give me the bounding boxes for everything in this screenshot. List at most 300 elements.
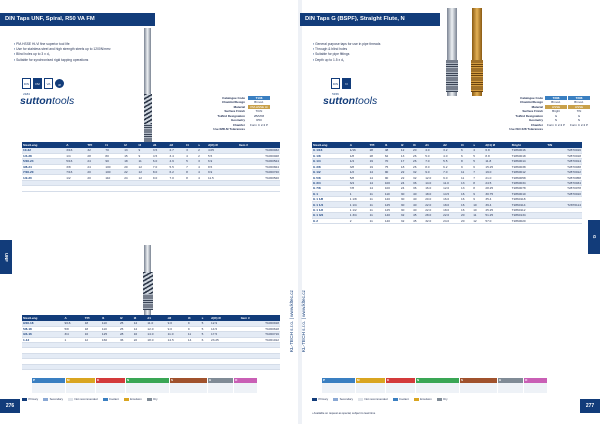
table-cell: 80 bbox=[104, 153, 123, 158]
table-cell: 5/8 bbox=[63, 326, 83, 331]
table-cell: 16 bbox=[460, 207, 472, 212]
table-cell: 18 bbox=[84, 326, 101, 331]
tap-thread bbox=[144, 124, 152, 144]
table-cell: 19.0 bbox=[484, 170, 510, 175]
table-cell: 1/2 bbox=[349, 170, 369, 175]
table-cell: 11 bbox=[369, 213, 384, 218]
din-standard-icon: DIN 5156 bbox=[331, 78, 340, 89]
table-cell: 12 bbox=[84, 337, 101, 342]
table-cell: 6.2 bbox=[442, 164, 460, 169]
table-cell: G 1 1/8 bbox=[312, 197, 349, 202]
feature-item: ▪ Depth up to 1.5 x d₁ bbox=[313, 58, 380, 63]
table-cell bbox=[84, 364, 101, 369]
page-number: 277 bbox=[580, 399, 600, 413]
table-cell: 12.0 bbox=[442, 186, 460, 191]
table-cell: 21.0 bbox=[484, 175, 510, 180]
table-cell: 24.0 bbox=[442, 218, 460, 223]
table-cell: G 1 3/4 bbox=[312, 213, 349, 218]
table-cell: 4 bbox=[472, 148, 484, 153]
table-cell: 20.0 bbox=[424, 197, 442, 202]
table-cell: T2860010 bbox=[511, 191, 547, 196]
table-cell: 30 bbox=[400, 191, 412, 196]
table-cell: 9.0 bbox=[152, 175, 169, 180]
table-cell: 5.5 bbox=[168, 164, 185, 169]
table-cell: 5 bbox=[185, 159, 197, 164]
table-cell: T2860134 bbox=[511, 213, 547, 218]
table-cell: T2870010 bbox=[546, 191, 582, 196]
feature-item: ▪ Use for stainless steel and high strength steels up to 1200N/mm² bbox=[14, 47, 111, 52]
table-cell: 30 bbox=[400, 207, 412, 212]
table-cell bbox=[146, 364, 166, 369]
table-cell: 100 bbox=[104, 164, 123, 169]
table-cell: 1 bbox=[63, 337, 83, 342]
table-cell: 5/8-18 bbox=[22, 326, 63, 331]
table-cell: 32 bbox=[412, 175, 424, 180]
table-cell: 45 bbox=[412, 218, 424, 223]
table-cell: 125 bbox=[384, 202, 400, 207]
table-cell: 18.0 bbox=[442, 202, 460, 207]
table-cell: 1/4 bbox=[65, 153, 86, 158]
table-cell: 10 bbox=[472, 202, 484, 207]
table-cell: 110 bbox=[384, 191, 400, 196]
table-cell: 11 bbox=[369, 191, 384, 196]
table-cell: 110 bbox=[104, 175, 123, 180]
table-cell bbox=[197, 186, 207, 191]
table-cell: 40 bbox=[412, 191, 424, 196]
table-cell: 8.8 bbox=[484, 153, 510, 158]
table-cell: 1 1/4 bbox=[349, 202, 369, 207]
table-cell: 11.8 bbox=[484, 159, 510, 164]
table-cell: 22 bbox=[133, 337, 147, 342]
table-cell: 12 bbox=[400, 148, 412, 153]
table-cell: 1 bbox=[349, 191, 369, 196]
table-cell: 24 bbox=[86, 164, 104, 169]
table-cell: 26 bbox=[412, 164, 424, 169]
table-cell: 9 bbox=[138, 148, 152, 153]
table-cell: 2.7 bbox=[168, 148, 185, 153]
table-cell: 8.0 bbox=[152, 170, 169, 175]
table-cell: 15.25 bbox=[484, 164, 510, 169]
material-group-h: H bbox=[498, 378, 524, 383]
table-cell: 14 bbox=[369, 186, 384, 191]
table-cell bbox=[210, 364, 240, 369]
material-group-p: P bbox=[32, 378, 66, 383]
table-cell: 14.0 bbox=[146, 332, 166, 337]
table-cell bbox=[187, 364, 201, 369]
table-cell bbox=[123, 186, 137, 191]
table-cell: 12.9 bbox=[210, 321, 240, 326]
table-cell: 28 bbox=[86, 153, 104, 158]
table-cell: 12 bbox=[472, 218, 484, 223]
table-cell: 19 bbox=[369, 164, 384, 169]
table-cell bbox=[65, 186, 86, 191]
table-cell: 5.5 bbox=[442, 159, 460, 164]
table-cell: 7.0 bbox=[424, 159, 442, 164]
table-cell: 22.0 bbox=[424, 207, 442, 212]
legend: Primary Secondary Not recommended Coolant Emulsion Dry bbox=[22, 397, 158, 401]
table-cell: 90 bbox=[384, 175, 400, 180]
table-cell: 45 bbox=[412, 213, 424, 218]
table-cell: 18 bbox=[123, 159, 137, 164]
table-cell: 12 bbox=[138, 170, 152, 175]
table-cell: 22 bbox=[400, 175, 412, 180]
table-cell: 14 bbox=[133, 326, 147, 331]
table-cell: 28 bbox=[119, 332, 133, 337]
table-cell bbox=[63, 364, 83, 369]
table-cell: 13 bbox=[460, 180, 472, 185]
table-cell: T2870078 bbox=[546, 186, 582, 191]
table-cell: 40 bbox=[412, 197, 424, 202]
table-cell: T2870016 bbox=[546, 148, 582, 153]
table-cell: 28.0 bbox=[424, 213, 442, 218]
table-cell: 32 bbox=[400, 218, 412, 223]
table-cell: G 1 1/4 bbox=[312, 202, 349, 207]
table-cell: 20 bbox=[86, 170, 104, 175]
table-cell: 14 bbox=[133, 321, 147, 326]
feature-list bbox=[313, 42, 380, 63]
tap-thread-2 bbox=[143, 294, 153, 310]
material-usage-row bbox=[312, 388, 548, 393]
table-cell: 11 bbox=[369, 197, 384, 202]
table-cell: G 3/8 bbox=[312, 164, 349, 169]
table-cell: G 1 1/2 bbox=[312, 207, 349, 212]
table-cell: 20 bbox=[86, 175, 104, 180]
table-cell: 1 1/2 bbox=[349, 207, 369, 212]
table-cell: 36 bbox=[412, 186, 424, 191]
material-icon: VA bbox=[44, 78, 53, 89]
section-tab[interactable]: UNF bbox=[0, 240, 12, 274]
table-cell: 6 bbox=[472, 164, 484, 169]
table-cell: 24 bbox=[400, 180, 412, 185]
table-cell: 9 bbox=[138, 153, 152, 158]
brand-logo: suttontools bbox=[323, 95, 378, 107]
table-cell: 35.4 bbox=[484, 197, 510, 202]
table-cell bbox=[22, 364, 63, 369]
table-cell: 140 bbox=[384, 213, 400, 218]
table-cell: 3/4 bbox=[63, 332, 83, 337]
table-cell: 23.25 bbox=[210, 337, 240, 342]
material-matrix bbox=[22, 378, 258, 393]
table-cell: 48 bbox=[384, 148, 400, 153]
table-cell bbox=[86, 186, 104, 191]
table-cell: 7 bbox=[472, 175, 484, 180]
material-usage-row bbox=[22, 388, 258, 393]
table-cell: 5 bbox=[201, 332, 210, 337]
table-cell: 36 bbox=[412, 180, 424, 185]
table-cell: 17.5 bbox=[210, 332, 240, 337]
table-cell: 9 bbox=[472, 197, 484, 202]
table-cell: 5.5 bbox=[207, 153, 238, 158]
table-cell: 30.75 bbox=[484, 191, 510, 196]
table-cell: T2870034 bbox=[546, 180, 582, 185]
table-cell: 14 bbox=[369, 175, 384, 180]
table-cell: T2870058 bbox=[546, 175, 582, 180]
table-cell: 30 bbox=[400, 197, 412, 202]
table-cell: 9 bbox=[460, 164, 472, 169]
table-cell: 2 bbox=[349, 218, 369, 223]
table-cell: T2860014 bbox=[511, 159, 547, 164]
table-cell: G 1/8 bbox=[312, 153, 349, 158]
size-table-2: Size/Leng A TPI l1 l2 l3 d1 d2 l4 s d(l4) Ø Item # 9/16-18 9/16 18 110 25 14 11.0 9.0 9 5 12.9 T1060918 5/8-18 5/8 18 110 25 14 12.0 9.0 9 5 14.5 T1060618 3/4-16 3/4 16 125 28 16 14.0 11.0 11 5 17.5 T1060716 1-12 1 12 160 36 22 18.0 14.5 14 6 23.25 T1061012 bbox=[22, 315, 280, 370]
table-cell: T2870114 bbox=[546, 202, 582, 207]
table-cell: 4.05 bbox=[207, 148, 238, 153]
table-cell: T2860058 bbox=[511, 175, 547, 180]
form-icon: FM bbox=[33, 78, 42, 89]
table-cell: 6 bbox=[460, 148, 472, 153]
table-cell: 5 bbox=[472, 153, 484, 158]
table-cell: 8.5 bbox=[207, 164, 238, 169]
spec-values: T106 B/mod. PM-HSSE Hi TiCN 2B/M/M R50 Form C 2-3 P bbox=[249, 96, 268, 127]
table-cell: 90 bbox=[384, 170, 400, 175]
table-cell: 32 bbox=[86, 148, 104, 153]
table-cell: 7.0 bbox=[442, 170, 460, 175]
table-cell: 11.0 bbox=[167, 332, 187, 337]
table-cell: 62 bbox=[384, 153, 400, 158]
table-cell bbox=[240, 364, 280, 369]
table-cell bbox=[238, 186, 280, 191]
table-cell bbox=[152, 186, 169, 191]
table-cell: T2860016 bbox=[511, 148, 547, 153]
table-cell: 160 bbox=[101, 337, 119, 342]
table-cell: T2860034 bbox=[511, 180, 547, 185]
table-cell: G 1/16 bbox=[312, 148, 349, 153]
table-cell: T1060720 bbox=[238, 170, 280, 175]
table-cell: T2860118 bbox=[511, 197, 547, 202]
table-cell: 9.0 bbox=[442, 175, 460, 180]
table-cell bbox=[207, 186, 238, 191]
table-cell: 6 bbox=[460, 153, 472, 158]
table-cell: 13 bbox=[400, 153, 412, 158]
table-cell: T1060824 bbox=[238, 164, 280, 169]
spec-icons bbox=[331, 78, 351, 96]
table-cell: 9 bbox=[187, 326, 201, 331]
table-cell bbox=[22, 186, 65, 191]
table-cell: 16.0 bbox=[442, 197, 460, 202]
table-cell bbox=[168, 186, 185, 191]
table-cell: 36 bbox=[119, 337, 133, 342]
table-cell: 3 bbox=[185, 148, 197, 153]
table-cell: 4.0 bbox=[424, 148, 442, 153]
table-cell: T1060032 bbox=[238, 148, 280, 153]
material-group-k: K bbox=[386, 378, 416, 383]
table-cell: 1/4-28 bbox=[22, 153, 65, 158]
table-cell: 11 bbox=[460, 170, 472, 175]
table-cell: 4 bbox=[197, 164, 207, 169]
table-cell: 25 bbox=[119, 326, 133, 331]
table-cell: 14.5 bbox=[167, 337, 187, 342]
table-cell: 8 bbox=[185, 175, 197, 180]
table-cell: G 1/2 bbox=[312, 170, 349, 175]
material-group-n: N bbox=[126, 378, 170, 383]
table-cell: 20 bbox=[460, 218, 472, 223]
feature-item: ▪ Suitable for pipe fittings bbox=[313, 52, 380, 57]
table-cell: T1060524 bbox=[238, 159, 280, 164]
table-cell: 20 bbox=[412, 148, 424, 153]
table-cell: 14 bbox=[369, 180, 384, 185]
table-cell: 14 bbox=[187, 337, 201, 342]
table-cell: T2860112 bbox=[511, 207, 547, 212]
size-table: Size/Leng A TPI l1 l2 l3 d1 d2 l4 s d(l4) Ø Item # 10-32 3/16 32 70 13 9 3.5 2.7 3 2 4.05 T1060032 1/4-28 1/4 28 80 15 9 4.5 3.4 4 2 5.5 T1060028 5/16-24 5/16 24 90 18 11 6.0 4.9 5 3 6.9 T1060524 3/8-24 3/8 24 100 20 12 7.0 5.5 7 4 8.5 T1060824 7/16-20 7/16 20 100 22 12 8.0 6.2 8 4 9.9 T1060720 1/2-20 1/2 20 110 24 12 9.0 7.0 8 4 11.5 T1060520 bbox=[22, 142, 280, 192]
table-cell: 8 bbox=[472, 186, 484, 191]
table-cell: 4.5 bbox=[152, 153, 169, 158]
table-cell: 7/16 bbox=[65, 170, 86, 175]
table-cell: 1-12 bbox=[22, 337, 63, 342]
table-cell: 20 bbox=[123, 164, 137, 169]
table-cell: 3/16 bbox=[65, 148, 86, 153]
table-cell: 18 bbox=[400, 164, 412, 169]
table-cell: 11 bbox=[369, 202, 384, 207]
table-cell: 26 bbox=[412, 159, 424, 164]
table-cell: T2860018 bbox=[511, 153, 547, 158]
table-cell: 22 bbox=[400, 170, 412, 175]
table-cell: 7/8 bbox=[349, 186, 369, 191]
tap-flute bbox=[144, 94, 152, 124]
table-cell: 1/4 bbox=[349, 159, 369, 164]
table-row bbox=[312, 218, 582, 223]
table-cell: T2860020 bbox=[511, 218, 547, 223]
table-cell: 70 bbox=[104, 148, 123, 153]
table-cell: 4 bbox=[185, 153, 197, 158]
tap-flute-2 bbox=[143, 272, 153, 294]
table-cell: 8 bbox=[472, 180, 484, 185]
diameter-icon: Ø bbox=[55, 79, 64, 88]
spec-labels: Catalogue Code Chamfer/Design Material Surface Finish Tol/Ind Designation Geometry Chamfer Use ISO 228 Tolerances bbox=[509, 96, 543, 132]
table-cell: 26 bbox=[412, 153, 424, 158]
feature-list bbox=[14, 42, 111, 63]
table-cell: 16 bbox=[460, 197, 472, 202]
table-cell: 18.0 bbox=[146, 337, 166, 342]
table-cell: 22.0 bbox=[424, 202, 442, 207]
table-cell: 9/16 bbox=[63, 321, 83, 326]
table-cell: 40 bbox=[412, 202, 424, 207]
table-cell: 125 bbox=[101, 332, 119, 337]
table-row bbox=[22, 364, 280, 369]
table-cell: 1/2-20 bbox=[22, 175, 65, 180]
feature-item: ▪ Through & blind holes bbox=[313, 47, 380, 52]
table-cell: T1060618 bbox=[240, 326, 280, 331]
table-cell: 30 bbox=[400, 202, 412, 207]
table-cell: T2870014 bbox=[546, 159, 582, 164]
table-cell: 2 bbox=[197, 148, 207, 153]
table-cell: 32.0 bbox=[424, 218, 442, 223]
table-cell: 5.0 bbox=[424, 153, 442, 158]
table-cell: 6.2 bbox=[168, 170, 185, 175]
table-cell bbox=[546, 218, 582, 223]
table-cell: 8.0 bbox=[424, 164, 442, 169]
table-cell bbox=[185, 186, 197, 191]
table-cell: G 2 bbox=[312, 218, 349, 223]
table-cell: 6.8 bbox=[484, 148, 510, 153]
table-cell: 16 bbox=[460, 191, 472, 196]
table-cell: 8 bbox=[185, 170, 197, 175]
table-cell: 32 bbox=[412, 170, 424, 175]
table-cell: 75 bbox=[384, 164, 400, 169]
table-cell: 125 bbox=[384, 207, 400, 212]
table-cell: 100 bbox=[384, 180, 400, 185]
table-cell: G 1 bbox=[312, 191, 349, 196]
table-cell: 11.0 bbox=[442, 180, 460, 185]
table-cell: 9.0 bbox=[167, 326, 187, 331]
material-group-h: H bbox=[208, 378, 234, 383]
table-cell: 90 bbox=[104, 159, 123, 164]
table-cell: T1061012 bbox=[240, 337, 280, 342]
table-cell: T2870038 bbox=[546, 164, 582, 169]
table-cell: 40 bbox=[412, 207, 424, 212]
form-icon: N bbox=[342, 78, 351, 89]
table-cell: T1060918 bbox=[240, 321, 280, 326]
feature-item: ▪ PM-HSSE Hi-Vi fine superior tool life bbox=[14, 42, 111, 47]
table-cell: 14.5 bbox=[210, 326, 240, 331]
table-cell bbox=[104, 186, 123, 191]
legend: Primary Secondary Not recommended Coolant Emulsion Dry bbox=[312, 397, 448, 401]
table-cell: 9.9 bbox=[207, 170, 238, 175]
table-cell: 16.0 bbox=[424, 186, 442, 191]
table-cell: 8 bbox=[460, 159, 472, 164]
table-cell: 1 1/8 bbox=[349, 197, 369, 202]
table-cell: 28.25 bbox=[484, 186, 510, 191]
table-cell: 14 bbox=[369, 170, 384, 175]
table-cell: G 1/4 bbox=[312, 159, 349, 164]
table-cell: 6.0 bbox=[152, 159, 169, 164]
page-title: DIN Taps G (BSPF), Straight Flute, N bbox=[300, 13, 440, 26]
table-cell: 20 bbox=[460, 213, 472, 218]
table-cell: 11 bbox=[369, 218, 384, 223]
table-cell: T2860078 bbox=[511, 186, 547, 191]
table-cell: 9/16-18 bbox=[22, 321, 63, 326]
table-cell: 12.0 bbox=[424, 175, 442, 180]
table-cell bbox=[167, 364, 187, 369]
table-cell: 57.0 bbox=[484, 218, 510, 223]
table-cell: 3 bbox=[197, 159, 207, 164]
section-tab[interactable]: G bbox=[588, 220, 600, 254]
material-group-k: K bbox=[96, 378, 126, 383]
table-cell: 100 bbox=[384, 186, 400, 191]
table-cell: 6 bbox=[201, 337, 210, 342]
table-cell: 1/2 bbox=[65, 175, 86, 180]
table-cell: 4.0 bbox=[442, 153, 460, 158]
table-cell: 1/8 bbox=[349, 153, 369, 158]
spec-values-bright: T286 B/mod. HSSE Bright G N Form C 2-3 P bbox=[546, 96, 565, 127]
table-cell: 18.0 bbox=[442, 207, 460, 212]
table-cell: 3.4 bbox=[168, 153, 185, 158]
table-cell: G 3/4 bbox=[312, 180, 349, 185]
table-cell: 140 bbox=[384, 218, 400, 223]
table-cell: 7.0 bbox=[168, 175, 185, 180]
din-standard-icon: DIN 2184 bbox=[22, 78, 31, 89]
table-cell: 11 bbox=[187, 332, 201, 337]
table-cell: 3/4 bbox=[349, 180, 369, 185]
table-cell: 5 bbox=[201, 321, 210, 326]
table-cell: 100 bbox=[104, 170, 123, 175]
table-cell: 9 bbox=[187, 321, 201, 326]
table-cell: 18.0 bbox=[424, 191, 442, 196]
spec-values-tin: T286 B/mod. HSSE TiN G N Form C 2-3 P bbox=[569, 96, 588, 127]
table-cell: 4.9 bbox=[168, 159, 185, 164]
material-matrix bbox=[312, 378, 548, 393]
table-cell: G 5/8 bbox=[312, 175, 349, 180]
table-cell: 6.9 bbox=[207, 159, 238, 164]
table-cell: T1060716 bbox=[240, 332, 280, 337]
table-cell: 13 bbox=[460, 186, 472, 191]
table-cell: 5/8 bbox=[349, 175, 369, 180]
table-cell: T2870018 bbox=[546, 153, 582, 158]
table-cell: 24.5 bbox=[484, 180, 510, 185]
table-cell: 4 bbox=[197, 175, 207, 180]
table-cell bbox=[133, 364, 147, 369]
table-cell: 22 bbox=[123, 170, 137, 175]
table-cell: 11 bbox=[460, 175, 472, 180]
table-cell: 2 bbox=[197, 153, 207, 158]
